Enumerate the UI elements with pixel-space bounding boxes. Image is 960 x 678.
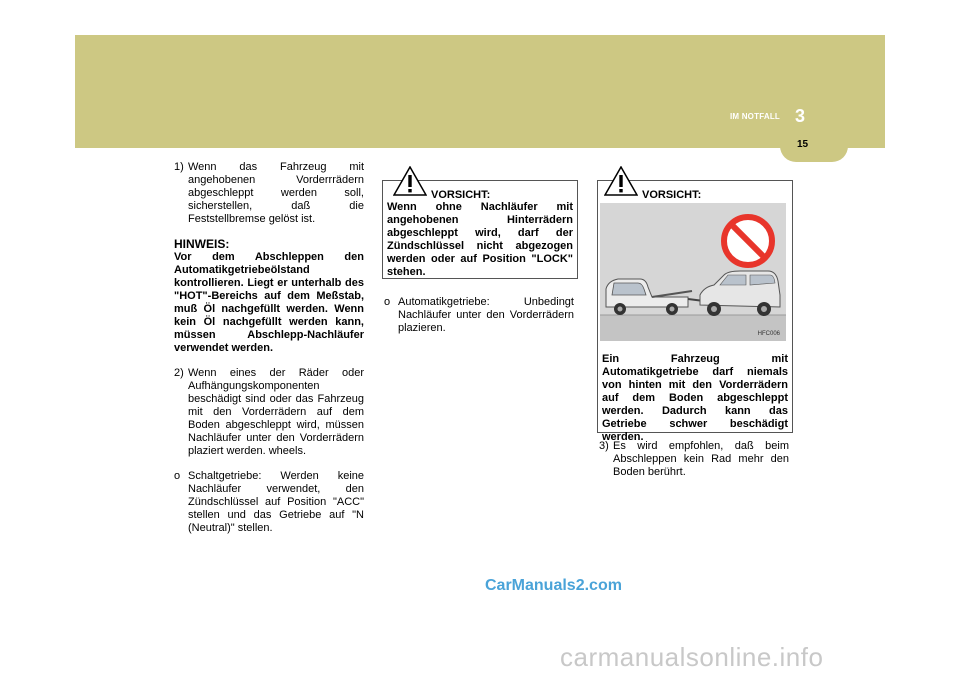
caution-box-right <box>597 180 793 443</box>
item-text: Es wird empfohlen, daß beim Abschleppen kein Rad mehr den Boden berührt. <box>613 440 789 478</box>
watermark-link[interactable]: CarManuals2.com <box>485 577 622 594</box>
caution-text: Ein Fahrzeug mit Automatikgetriebe darf niemals von hinten mit den Vorderrädern auf dem Boden abgeschleppt werden. Dadurch kann das Getriebe schwer beschädigt werden. <box>602 353 788 443</box>
footer-watermark: carmanualsonline.info <box>560 642 824 672</box>
item-text: Wenn das Fahrzeug mit angehobenen Vorderrrädern abgeschleppt werden soll, sicherstellen, daß die Feststellbremse gelöst ist. <box>188 161 364 225</box>
towing-illustration <box>600 203 786 341</box>
list-item <box>174 367 364 458</box>
towed-car-icon <box>700 271 780 316</box>
list-item <box>384 296 574 335</box>
caution-title: VORSICHT: <box>642 189 702 201</box>
right-column <box>599 440 789 491</box>
item-number: 2) <box>174 367 184 379</box>
item-text: Schaltgetriebe: Werden keine Nachläufer verwendet, den Zündschlüssel auf Position "ACC" stellen und das Getriebe auf "N (Neutral)" stellen. <box>188 470 364 534</box>
middle-column <box>384 296 574 347</box>
prohibition-icon <box>724 217 772 265</box>
item-bullet: o <box>384 296 391 308</box>
caution-text: Wenn ohne Nachläufer mit angehobenen Hinterrädern abgeschleppt wird, darf der Zündschlüssel nicht abgezogen werden oder auf Position "LOCK" stehen. <box>387 201 573 278</box>
chapter-label: IM NOTFALL <box>730 112 780 121</box>
caution-title: VORSICHT: <box>431 189 491 201</box>
list-item <box>599 440 789 479</box>
left-column <box>174 161 364 547</box>
list-item <box>174 470 364 535</box>
item-number: 3) <box>599 440 609 452</box>
item-number: 1) <box>174 161 184 173</box>
page-number: 15 <box>797 139 809 150</box>
note-heading: HINWEIS: <box>174 237 230 251</box>
illustration-label: HFC006 <box>757 331 780 337</box>
item-text: Wenn eines der Räder oder Aufhängungskomponenten beschädigt sind oder das Fahrzeug mit den Vorderrädern auf dem Boden abgeschleppt wird, müssen Nachläufer unter den Vorderrädern plaziert werden. wheels. <box>188 367 364 457</box>
item-text: Automatikgetriebe: Unbedingt Nachläufer unter den Vorderrädern plazieren. <box>398 296 574 334</box>
item-bullet: o <box>174 470 181 482</box>
note-text: Vor dem Abschleppen den Automatikgetriebeölstand kontrollieren. Liegt er unterhalb des "HOT"-Bereichs auf dem Meßstab, muß Öl nachgefüllt werden. Wenn kein Öl nachgefüllt werden kann, müssen Abschlepp-Nachläufer verwendet werden. <box>174 251 364 354</box>
tow-truck-icon <box>606 279 692 315</box>
page-number-tab <box>780 130 848 162</box>
header-band <box>75 35 885 148</box>
list-item <box>174 161 364 226</box>
chapter-number: 3 <box>795 106 806 126</box>
caution-box-middle <box>382 180 578 279</box>
